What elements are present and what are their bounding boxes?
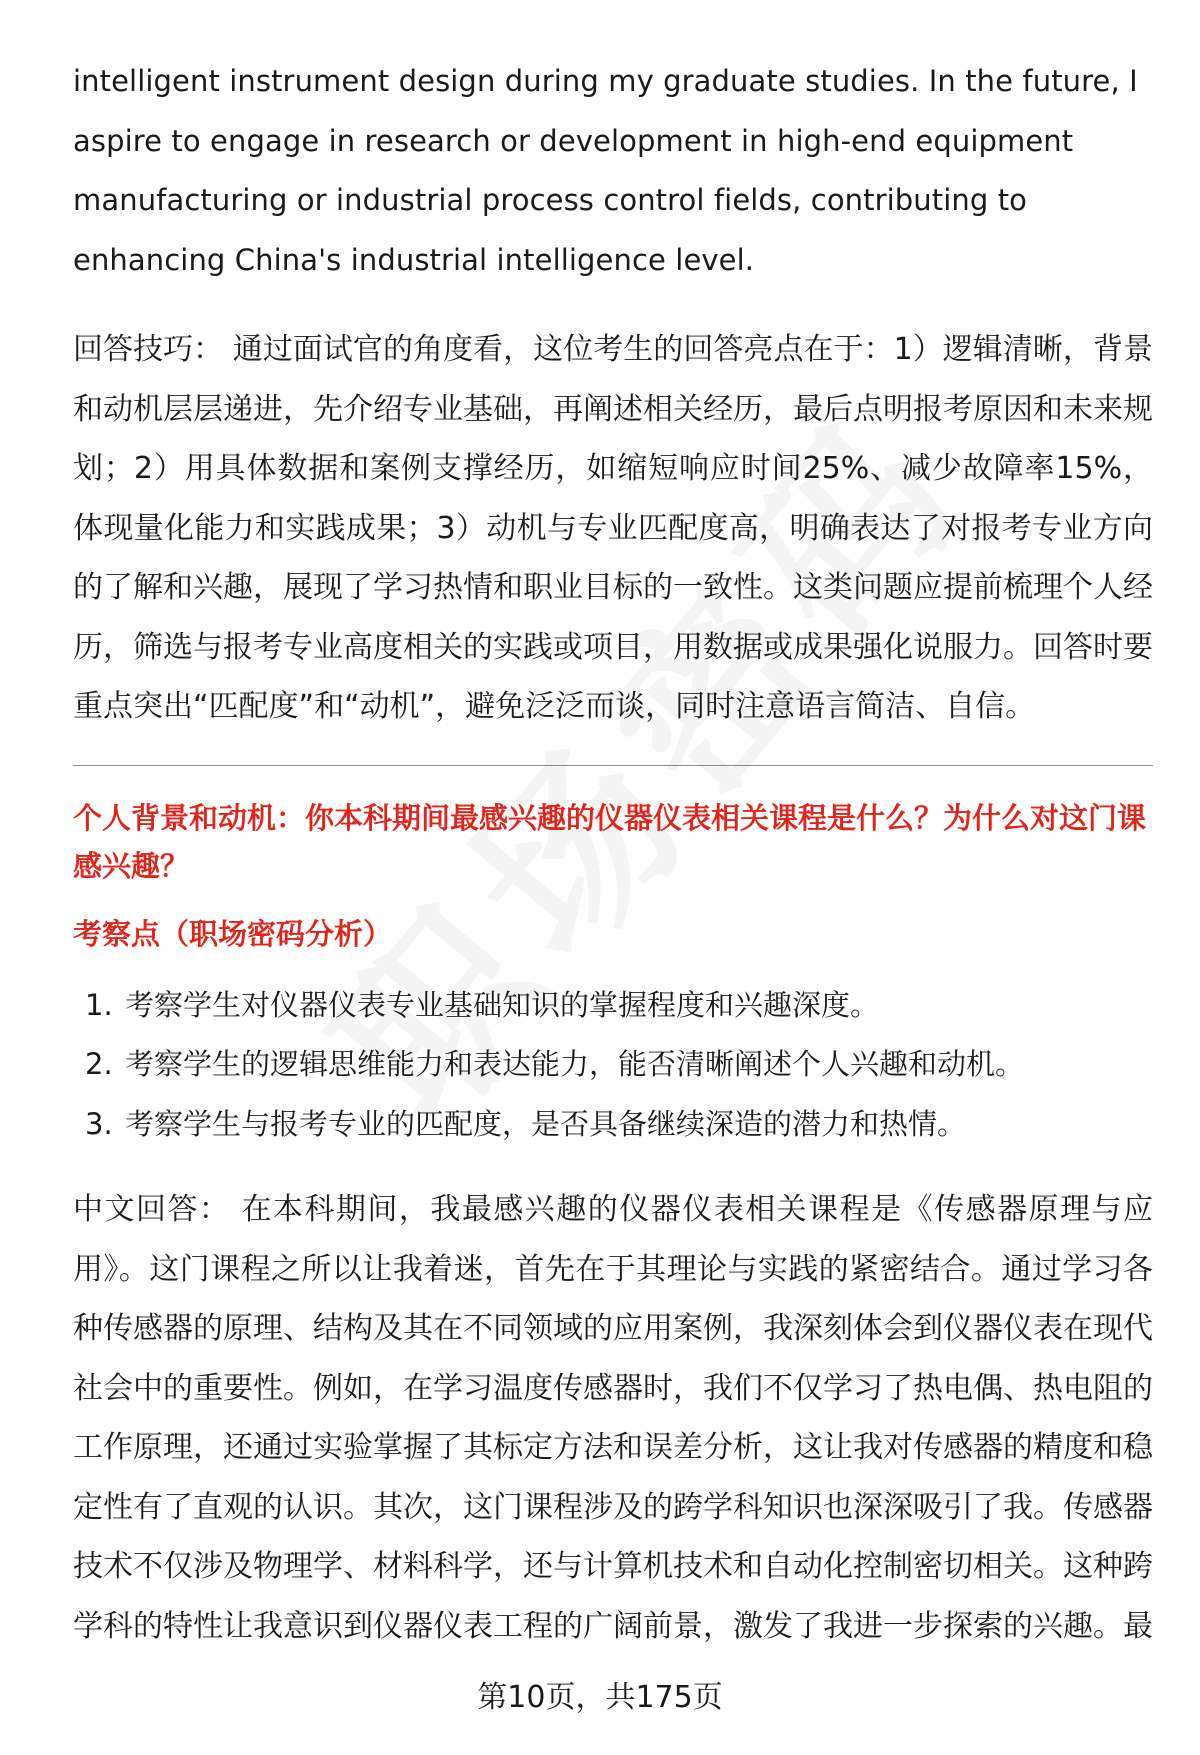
list-item-text: 考察学生与报考专业的匹配度，是否具备继续深造的潜力和热情。: [125, 1106, 967, 1141]
question-heading: 个人背景和动机：你本科期间最感兴趣的仪器仪表相关课程是什么？为什么对这门课感兴趣？: [73, 800, 1147, 883]
answer-tips: [73, 320, 1153, 737]
list-item: [73, 1035, 1153, 1095]
page-footer: 第10页，共175页: [477, 1680, 723, 1715]
list-item-text: 考察学生对仪器仪表专业基础知识的掌握程度和兴趣深度。: [125, 987, 880, 1022]
chinese-answer-text: 在本科期间，我最感兴趣的仪器仪表相关课程是《传感器原理与应用》。这门课程之所以让我着迷，首先在于其理论与实践的紧密结合。通过学习各种传感器的原理、结构及其在不同领域的应用案例，我深刻体会到仪器仪表在现代社会中的重要性。例如，在学习温度传感器时，我们不仅学习了热电偶、热电阻的工作原理，还通过实验掌握了其标定方法和误差分析，这让我对传感器的精度和稳定性有了直观的认识。其次，这门课程涉及的跨学科知识也深深吸引了我。传感器技术不仅涉及物理学、材料科学，还与计算机技术和自动化控制密切相关。这种跨学科的特性让我意识到仪器仪表工程的广阔前景，激发了我进一步探索的兴趣。最: [73, 1192, 1154, 1644]
answer-tips-label: 回答技巧：: [73, 332, 224, 367]
section-divider: [73, 765, 1153, 766]
list-item: [73, 976, 1153, 1036]
chinese-answer-label: 中文回答：: [73, 1192, 231, 1227]
answer-tips-text: 通过面试官的角度看，这位考生的回答亮点在于：1）逻辑清晰，背景和动机层层递进，先介绍专业基础，再阐述相关经历，最后点明报考原因和未来规划；2）用具体数据和案例支撑经历，如缩短响应时间25%、减少故障率15%，体现量化能力和实践成果；3）动机与专业匹配度高，明确表达了对报考专业方向的了解和兴趣，展现了学习热情和职业目标的一致性。这类问题应提前梳理个人经历，筛选与报考专业高度相关的实践或项目，用数据或成果强化说服力。回答时要重点突出“匹配度”和“动机”，避免泛泛而谈，同时注意语言简洁、自信。: [73, 332, 1154, 724]
list-item: [73, 1095, 1153, 1155]
analysis-heading: 考察点（职场密码分析）: [73, 916, 393, 951]
document-page: [73, 52, 1153, 1656]
list-item-number: 2.: [85, 1047, 113, 1081]
analysis-points: [73, 976, 1153, 1155]
list-item-number: 1.: [85, 987, 113, 1022]
list-item-text: 考察学生的逻辑思维能力和表达能力，能否清晰阐述个人兴趣和动机。: [125, 1047, 1025, 1081]
list-item-number: 3.: [85, 1106, 113, 1141]
chinese-answer: [73, 1180, 1153, 1656]
english-answer-tail: intelligent instrument design during my graduate studies. In the future, I aspire to engage in research or development in high-end equipment manufacturing or industrial process control fields, contributing to enhancing China's industrial intelligence level.: [73, 64, 1138, 277]
